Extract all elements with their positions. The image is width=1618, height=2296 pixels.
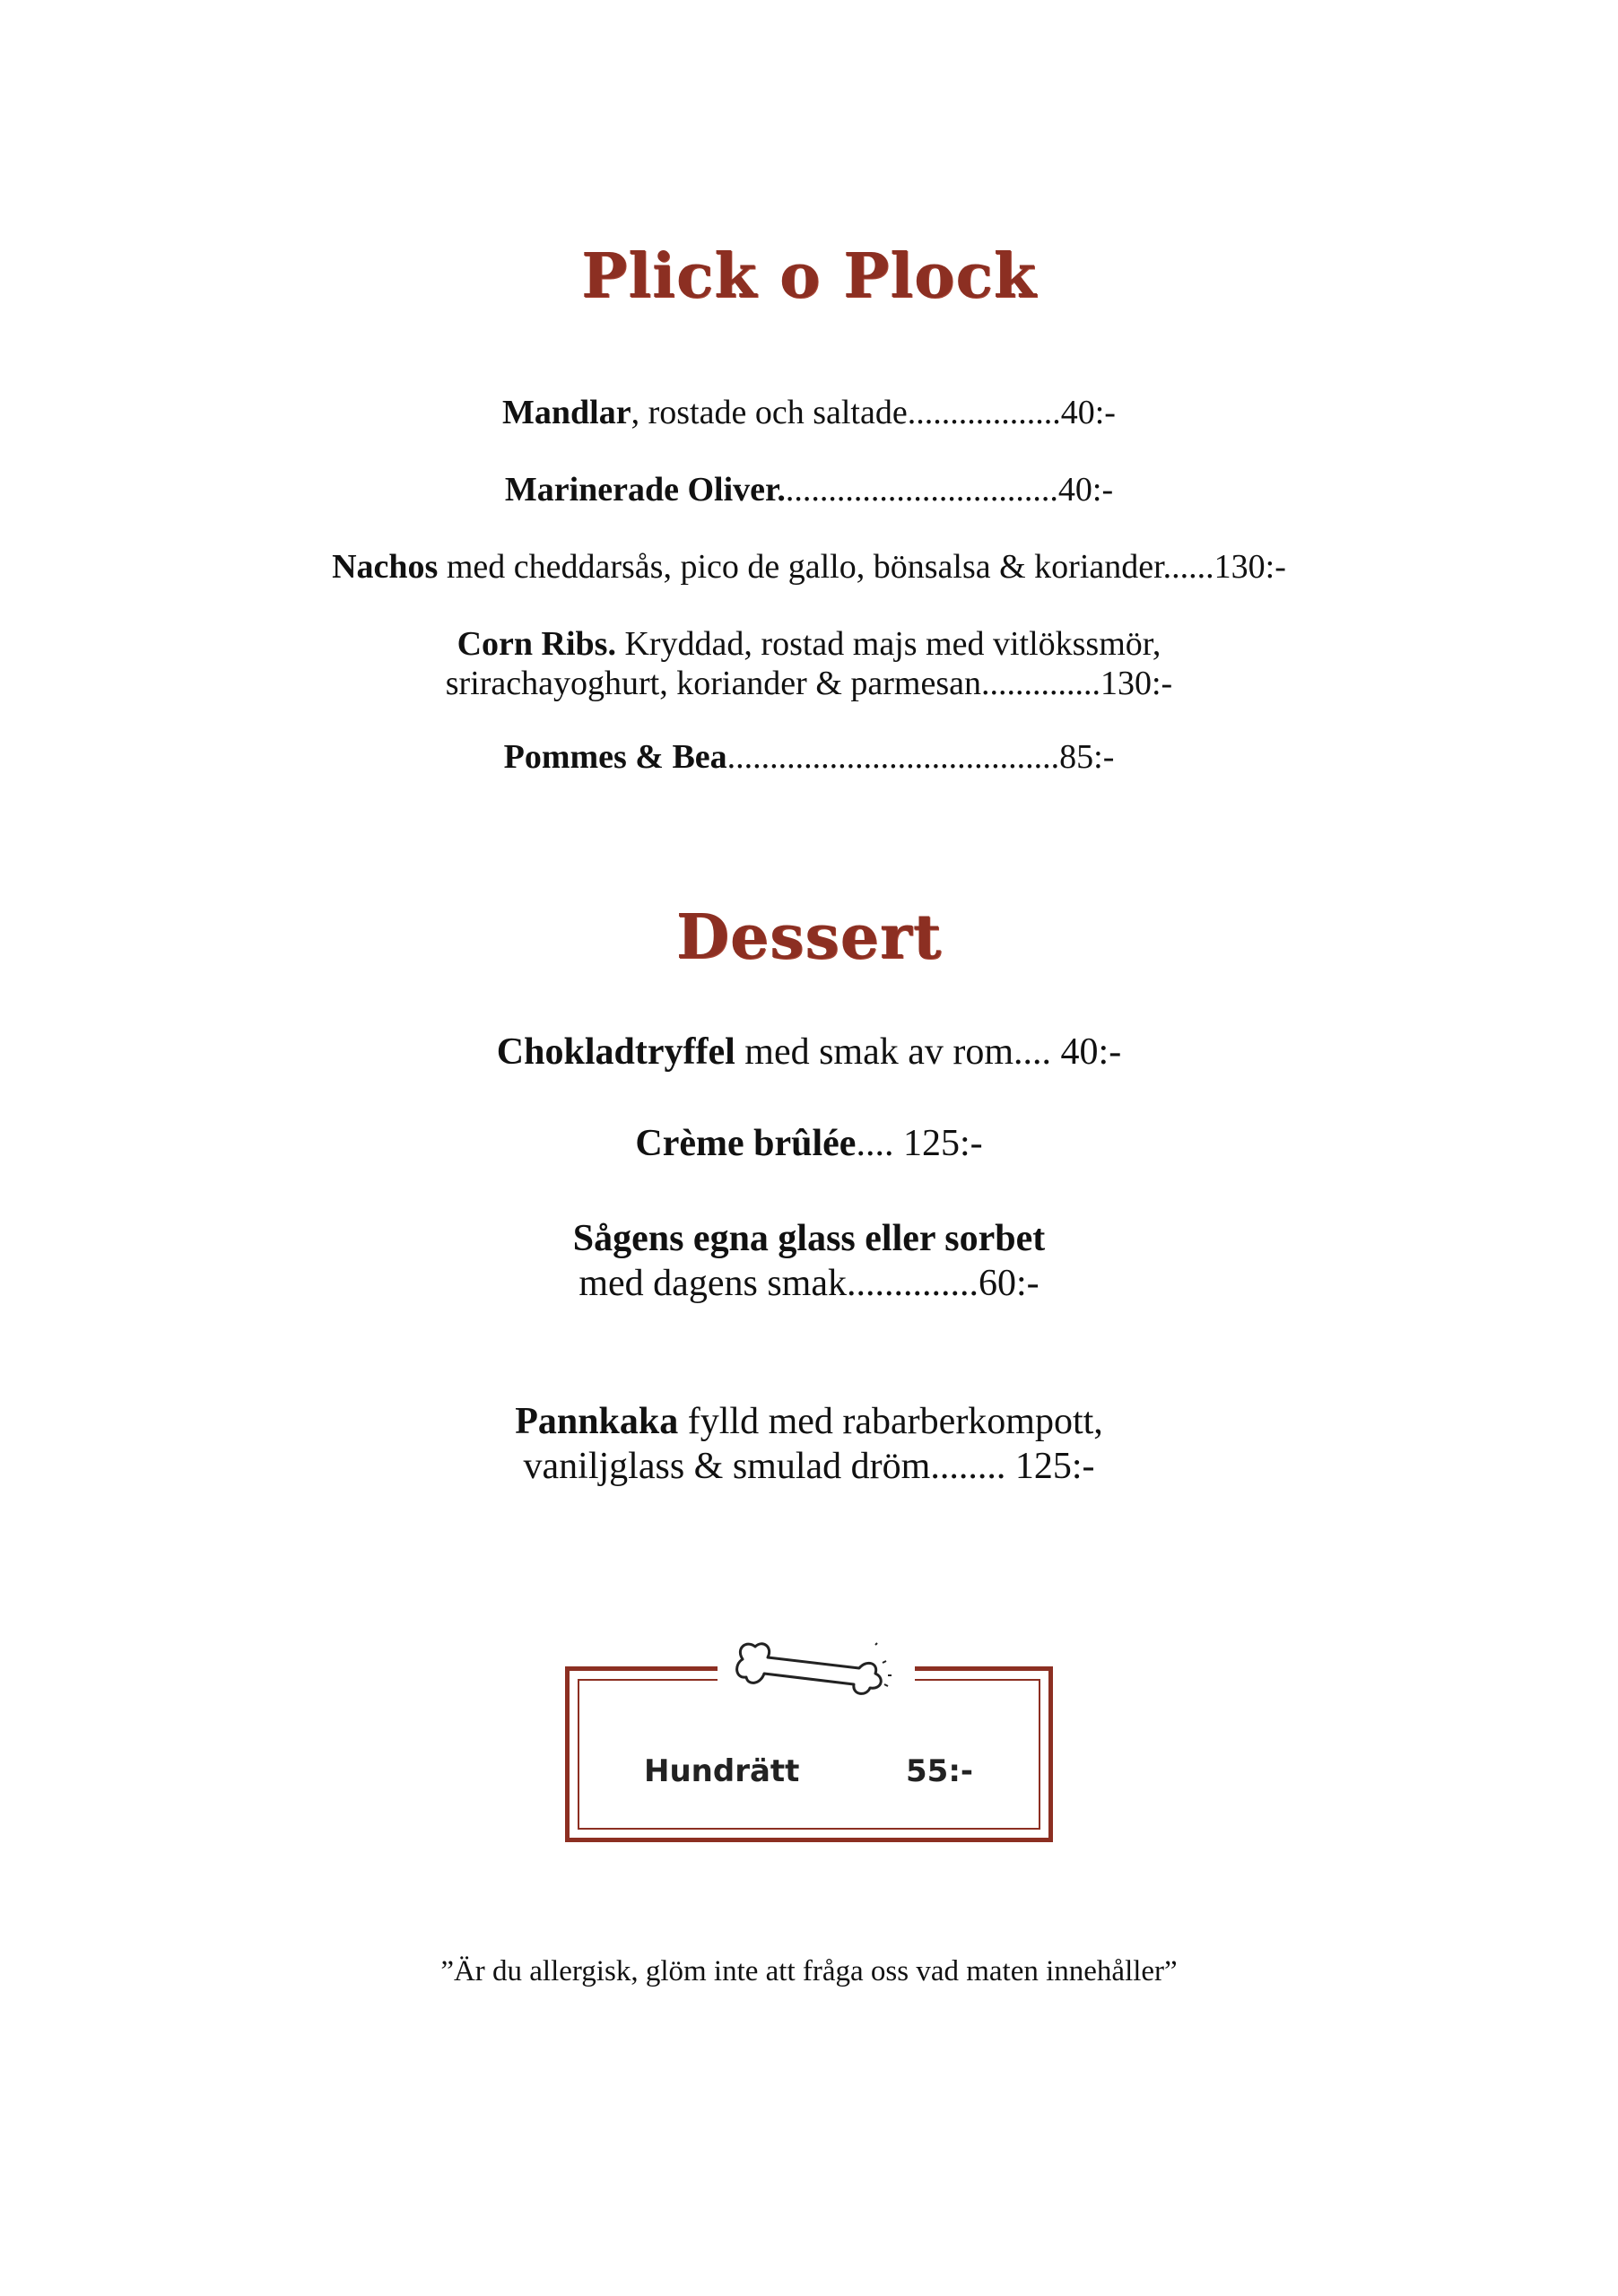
menu-item-chokladtryffel [0, 1030, 1618, 1074]
dog-menu-label: Hundrätt [644, 1753, 800, 1789]
menu-item-cornribs [0, 624, 1618, 703]
menu-item-glass [0, 1216, 1618, 1306]
menu-item-pannkaka [0, 1399, 1618, 1489]
item-price: .... 40:- [1013, 1031, 1122, 1073]
item-name: Marinerade Oliver. [504, 471, 786, 509]
item-desc: med smak av rom [735, 1031, 1014, 1073]
item-desc: med cheddarsås, pico de gallo, bönsalsa & koriander [438, 548, 1163, 586]
dog-menu-price: 55:- [906, 1753, 974, 1789]
item-name: Pommes & Bea [503, 738, 727, 776]
item-price: ..................40:- [907, 394, 1116, 431]
item-desc: Kryddad, rostad majs med vitlökssmör, [615, 625, 1161, 663]
item-price: ..............60:- [846, 1263, 1040, 1304]
item-price: .......................................85:- [726, 738, 1115, 776]
item-price: ..............130:- [981, 665, 1173, 702]
section-title-dessert: Dessert [675, 901, 943, 973]
item-name: Sågens egna glass eller sorbet [572, 1218, 1046, 1259]
item-price: ........ 125:- [930, 1446, 1095, 1487]
item-name: Corn Ribs. [457, 625, 616, 663]
menu-item-oliver [0, 470, 1618, 509]
item-price: ......130:- [1162, 548, 1286, 586]
bone-icon [718, 1632, 915, 1704]
item-name: Nachos [332, 548, 439, 586]
menu-item-pommes [0, 737, 1618, 777]
item-desc-line2: srirachayoghurt, koriander & parmesan [445, 665, 981, 702]
section-title-plick: Plick o Plock [581, 240, 1037, 312]
menu-item-mandlar [0, 393, 1618, 432]
item-desc-line2: med dagens smak [578, 1263, 847, 1304]
item-desc-line2: vaniljglass & smulad dröm [523, 1446, 931, 1487]
item-desc: , rostade och saltade [631, 394, 908, 431]
menu-item-creme-brulee [0, 1121, 1618, 1166]
item-name: Pannkaka [515, 1401, 679, 1442]
item-desc: fylld med rabarberkompott, [678, 1401, 1103, 1442]
item-name: Mandlar [502, 394, 631, 431]
item-name: Crème brûlée [635, 1123, 857, 1164]
menu-item-nachos [0, 547, 1618, 587]
item-price: .... 125:- [856, 1123, 983, 1164]
allergy-note: ”Är du allergisk, glöm inte att fråga oss vad maten innehåller” [440, 1955, 1178, 1987]
item-name: Chokladtryffel [496, 1031, 735, 1073]
item-price: ................................40:- [785, 471, 1114, 509]
